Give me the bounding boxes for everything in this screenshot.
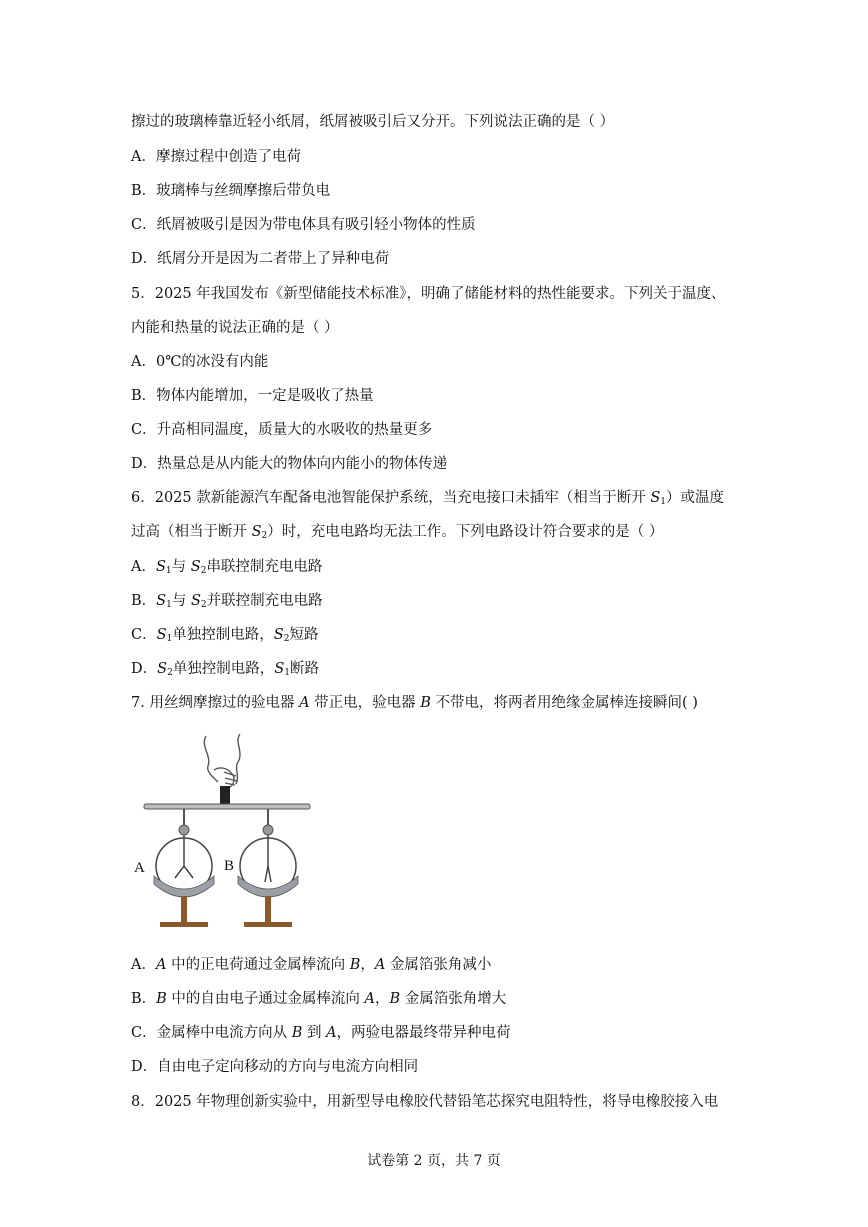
q7-option-c: C．金属棒中电流方向从 B 到 A，两验电器最终带异种电荷 [131,1025,511,1041]
q6-stem-line2: 过高（相当于断开 $S_2$）时，充电电路均无法工作。下列电路设计符合要求的是（ ） [131,524,664,541]
q6-option-b: B．$S_1$与 $S_2$并联控制充电电路 [131,593,323,610]
q8-stem: 8．2025 年物理创新实验中，用新型导电橡胶代替铅笔芯探究电阻特性，将导电橡胶接入电 [131,1094,719,1110]
figure-label-a: A [134,860,145,876]
q6-option-d: D．$S_2$单独控制电路，$S_1$断路 [131,661,319,678]
electroscope-figure [128,726,318,936]
q7-option-a: A．A 中的正电荷通过金属棒流向 B，A 金属箔张角减小 [131,957,492,973]
q6-stem-line1: 6．2025 款新能源汽车配备电池智能保护系统，当充电接口未插牢（相当于断开 $S_1$）或温度 [131,490,725,507]
q4-option-d: D．纸屑分开是因为二者带上了异种电荷 [131,251,390,267]
page-footer: 试卷第 2 页，共 7 页 [367,1153,501,1169]
q5-option-c: C．升高相同温度，质量大的水吸收的热量更多 [131,422,433,438]
electroscope-b [238,809,298,927]
figure-label-b: B [224,858,235,874]
q6-option-a: A．$S_1$与 $S_2$串联控制充电电路 [131,559,323,576]
q4-option-b: B．玻璃棒与丝绸摩擦后带负电 [131,183,331,199]
q7-option-d: D．自由电子定向移动的方向与电流方向相同 [131,1059,419,1075]
q4-option-a: A．摩擦过程中创造了电荷 [131,149,301,165]
q7-option-b: B．B 中的自由电子通过金属棒流向 A，B 金属箔张角增大 [131,991,507,1007]
insulated-handle [220,786,230,804]
q4-option-c: C．纸屑被吸引是因为带电体具有吸引轻小物体的性质 [131,217,476,233]
q5-option-b: B．物体内能增加，一定是吸收了热量 [131,388,374,404]
q4-stem: 擦过的玻璃棒靠近轻小纸屑，纸屑被吸引后又分开。下列说法正确的是（ ） [131,114,615,130]
q5-stem-line1: 5．2025 年我国发布《新型储能技术标准》，明确了储能材料的热性能要求。下列关于温度、 [131,286,726,302]
q5-stem-line2: 内能和热量的说法正确的是（ ） [131,320,339,336]
q6-option-c: C．$S_1$单独控制电路，$S_2$短路 [131,627,319,644]
electroscope-diagram [128,726,318,936]
hand-icon [204,734,240,788]
q5-option-a: A．0℃的冰没有内能 [131,354,269,370]
q5-option-d: D．热量总是从内能大的物体向内能小的物体传递 [131,456,448,472]
electroscope-a [154,809,214,927]
q7-stem: 7. 用丝绸摩擦过的验电器 A 带正电，验电器 B 不带电，将两者用绝缘金属棒连接瞬间( ) [131,695,698,711]
metal-rod [144,804,310,809]
